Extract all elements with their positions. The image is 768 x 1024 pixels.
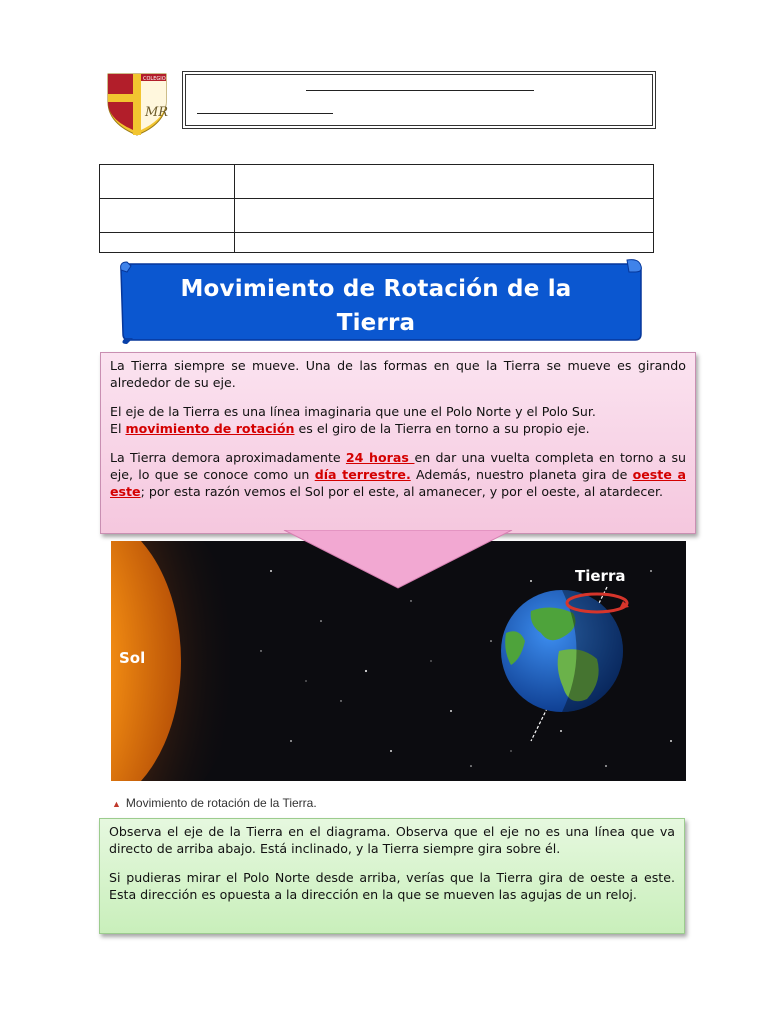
paragraph: Observa el eje de la Tierra en el diagrama. Observa que el eje no es una línea que va directo de arriba abajo. Está inclinado, y la Tierra siempre gira sobre él. xyxy=(109,824,675,856)
paragraph: El eje de la Tierra es una línea imaginaria que une el Polo Norte y el Polo Sur. El movimiento de rotación es el giro de la Tierra en torno a su propio eje. xyxy=(110,404,596,436)
paragraph: La Tierra siempre se mueve. Una de las formas en que la Tierra se mueve es girando alrededor de su eje. xyxy=(110,358,686,390)
student-info-table xyxy=(99,164,654,253)
table-cell xyxy=(100,233,235,253)
triangle-icon: ▲ xyxy=(112,799,121,809)
logo-text: COLEGIO xyxy=(143,76,166,82)
highlight-term: movimiento de rotación xyxy=(125,421,295,436)
school-shield-logo xyxy=(106,72,168,136)
paragraph: La Tierra demora aproximadamente 24 horas en dar una vuelta completa en torno a su eje, lo que se conoce como un día terrestre. Además, nuestro planeta gira de oeste a este; por esta razón vemos el Sol por el este, al amanecer, y por el oeste, al atardecer. xyxy=(110,450,687,499)
logo-initials: MR xyxy=(145,105,168,120)
table-cell xyxy=(235,233,654,253)
table-cell xyxy=(100,165,235,199)
highlight-term: día terrestre. xyxy=(314,467,411,482)
table-cell xyxy=(235,165,654,199)
page-title: Movimiento de Rotación de la Tierra xyxy=(180,276,572,336)
earth-label: Tierra xyxy=(575,567,626,585)
observation-box xyxy=(99,818,685,934)
header-box xyxy=(182,71,656,129)
down-arrow-icon xyxy=(262,530,534,590)
figure-caption: ▲ Movimiento de rotación de la Tierra. xyxy=(112,796,317,810)
rotation-info-box xyxy=(100,352,696,534)
table-cell xyxy=(100,199,235,233)
name-line xyxy=(306,90,534,91)
table-cell xyxy=(235,199,654,233)
course-line xyxy=(197,113,333,114)
highlight-term: 24 horas xyxy=(345,450,415,465)
highlight-term: oeste a este xyxy=(110,467,687,499)
sun-label: Sol xyxy=(119,649,146,667)
paragraph: Si pudieras mirar el Polo Norte desde arriba, verías que la Tierra gira de oeste a este. Esta dirección es opuesta a la dirección en la que se mueven las agujas de un reloj. xyxy=(109,870,675,902)
